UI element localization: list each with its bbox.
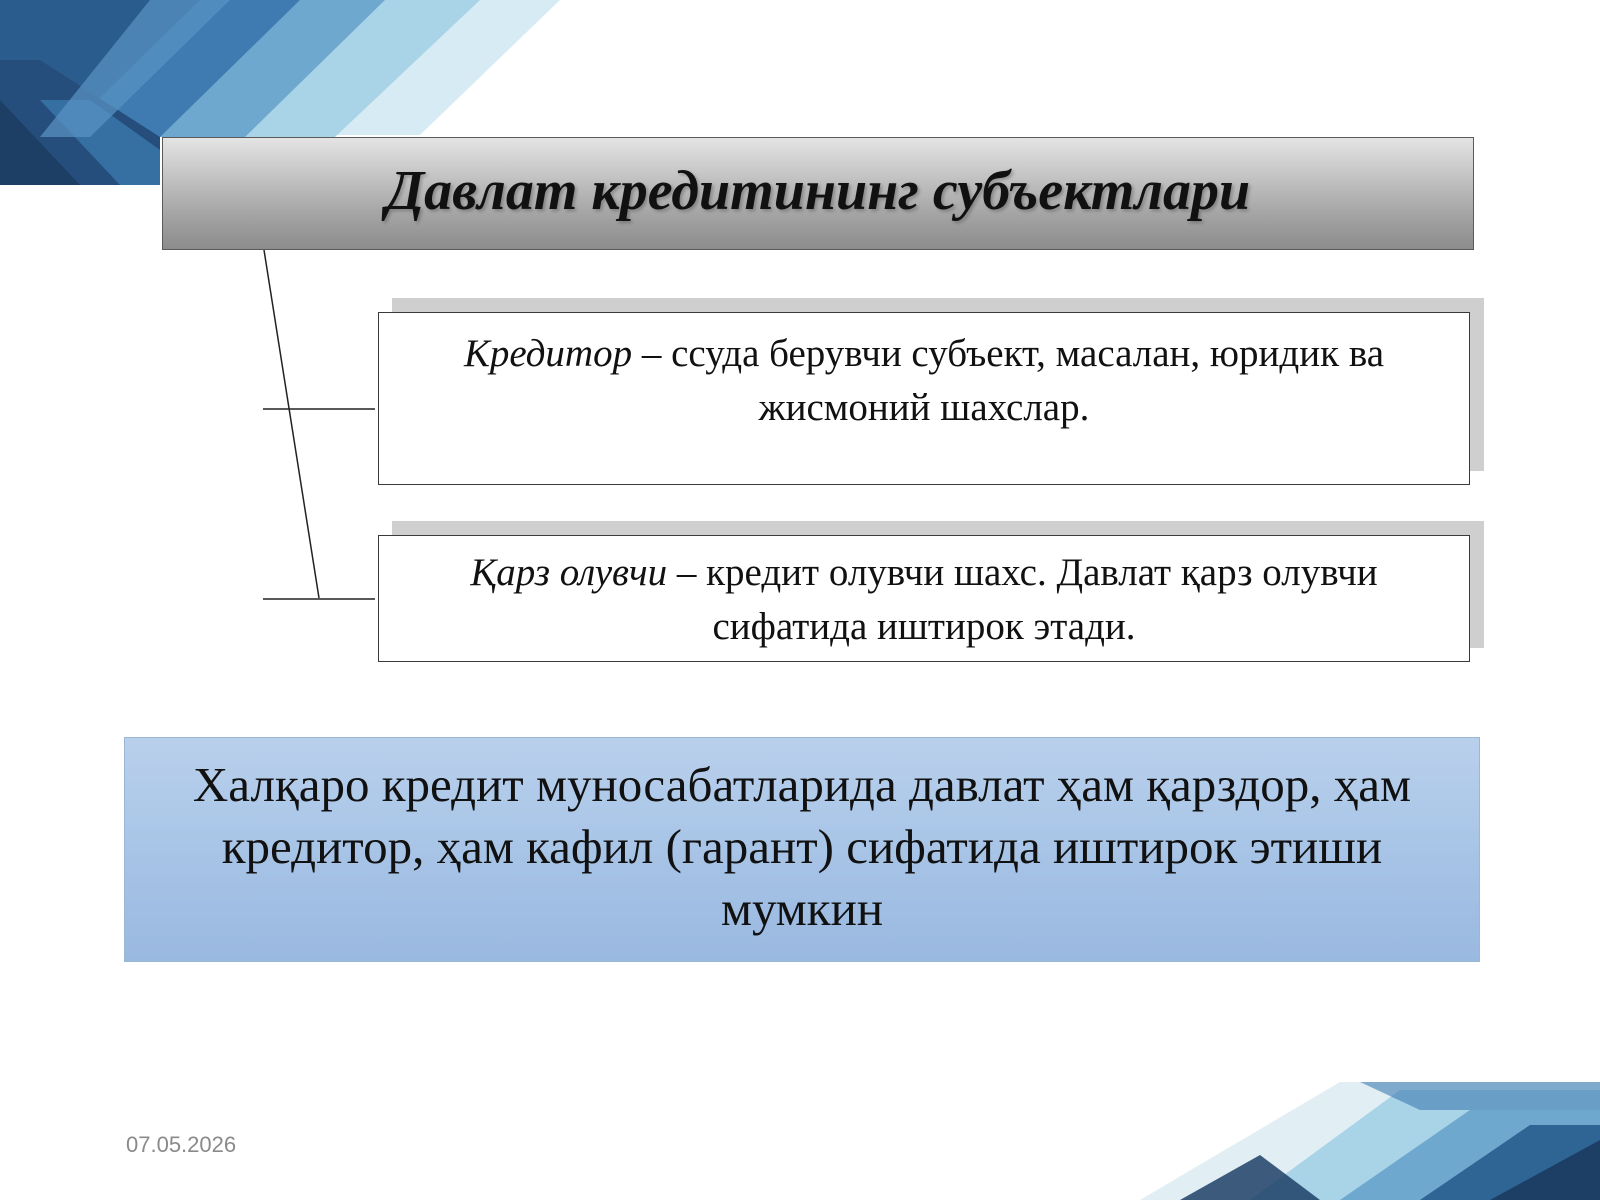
creditor-definition-box bbox=[378, 312, 1470, 485]
creditor-separator: – bbox=[632, 332, 672, 375]
borrower-term: Қарз олувчи bbox=[470, 551, 668, 594]
borrower-description: кредит олувчи шахс. Давлат қарз олувчи сифатида иштирок этади. bbox=[706, 551, 1378, 648]
borrower-definition-box bbox=[378, 535, 1470, 662]
slide-title: Давлат кредитининг субъектлари bbox=[385, 159, 1251, 222]
title-box bbox=[162, 137, 1474, 250]
creditor-description: ссуда берувчи субъект, масалан, юридик ва жисмоний шахслар. bbox=[671, 332, 1385, 429]
vertical-connector bbox=[264, 250, 319, 598]
slide-date: 07.05.2026 bbox=[126, 1132, 237, 1157]
creditor-term: Кредитор bbox=[463, 332, 633, 375]
note-text: Халқаро кредит муносабатларида давлат ҳам қарздор, ҳам кредитор, ҳам кафил (гарант) сифатида иштирок этиши мумкин bbox=[192, 757, 1412, 936]
borrower-separator: – bbox=[667, 551, 707, 594]
international-credit-note bbox=[124, 737, 1480, 962]
